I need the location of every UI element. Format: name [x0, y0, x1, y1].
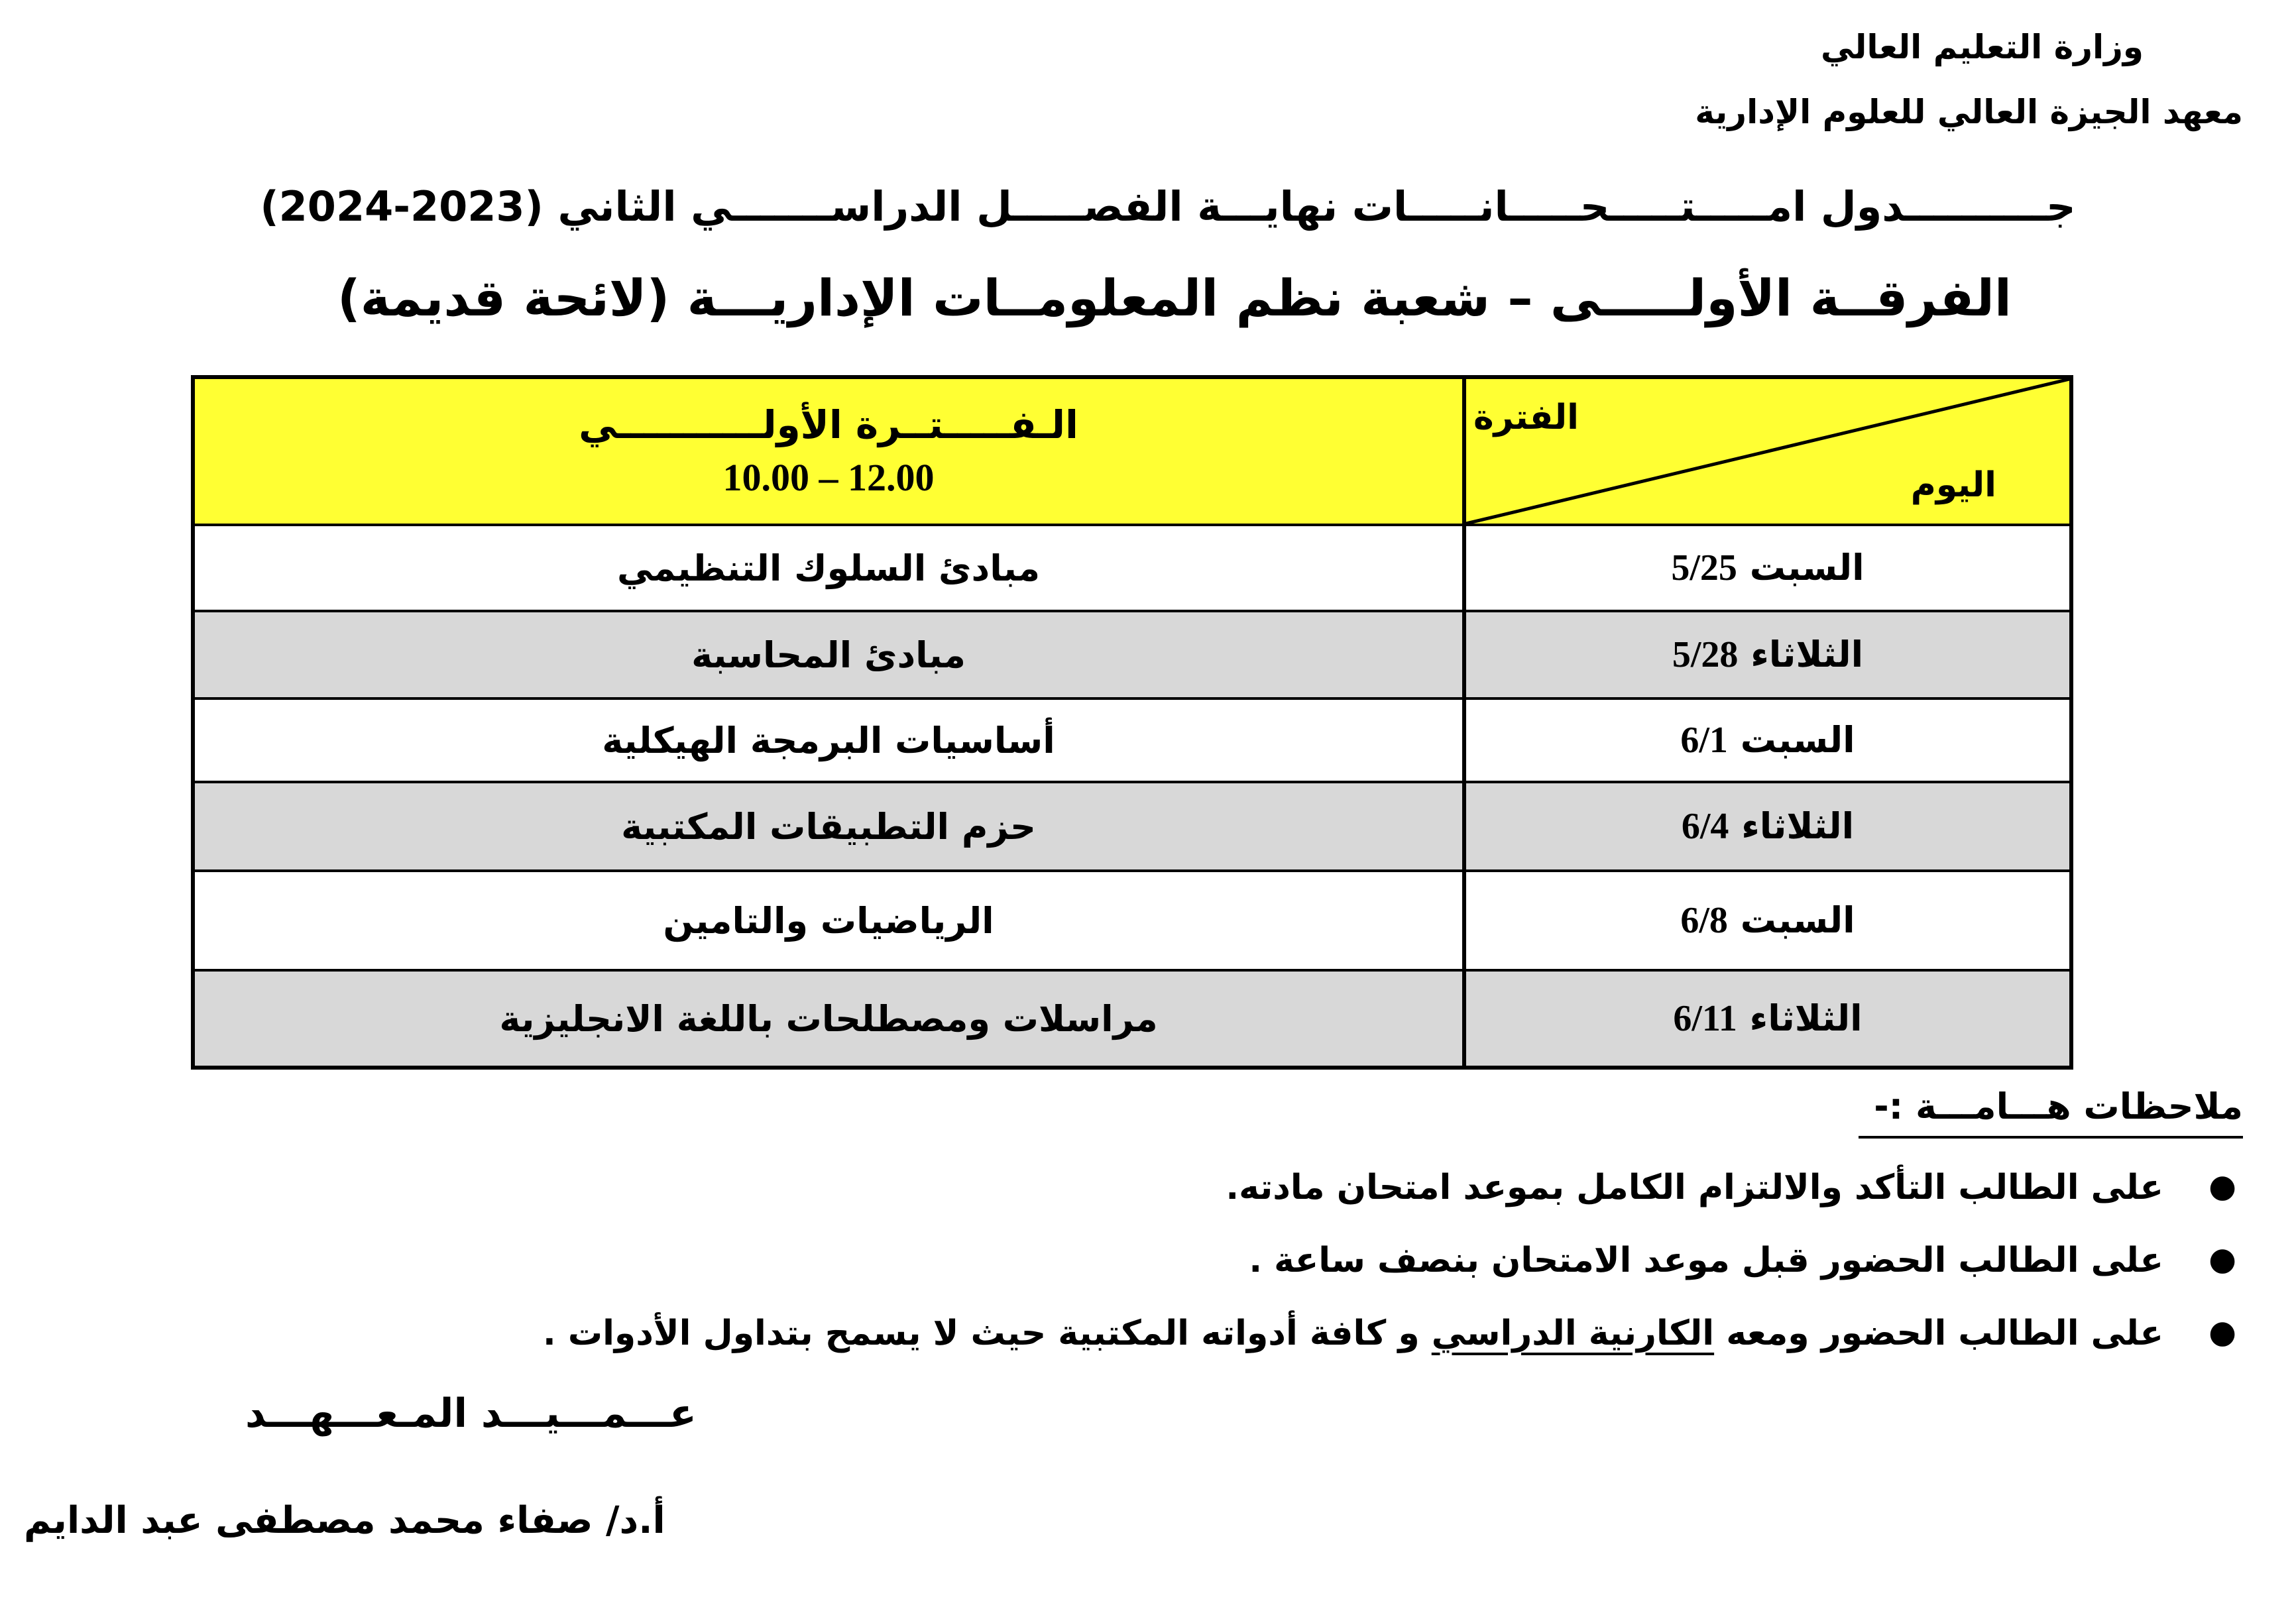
note-item — [1226, 1168, 2236, 1207]
table-row — [195, 783, 2069, 872]
note-text: على الطالب الحضور قبل موعد الامتحان بنصف ساعة . — [1249, 1241, 2163, 1280]
exam-date: 6/8 — [1680, 900, 1728, 941]
corner-day-label: اليوم — [1910, 465, 1996, 505]
note-text-before: على الطالب الحضور ومعه — [1714, 1313, 2163, 1353]
schedule-subtitle-text: الفرقــة الأولـــــى – شعبة نظم المعلومــات الإداريـــة (لائحة قديمة) — [337, 268, 2012, 327]
note-text-underlined: الكارنية الدراسي — [1431, 1313, 1715, 1353]
exam-date: 6/1 — [1680, 720, 1728, 761]
schedule-subtitle — [0, 268, 2296, 327]
subject-cell: مراسلات ومصطلحات باللغة الانجليزية — [499, 997, 1158, 1040]
exam-date: 5/25 — [1671, 547, 1737, 588]
day-cell — [1462, 783, 2069, 869]
subject-cell: حزم التطبيقات المكتبية — [621, 805, 1036, 848]
table-row — [195, 700, 2069, 783]
schedule-title — [0, 182, 2296, 231]
exam-date: 5/28 — [1672, 634, 1739, 675]
bullet-icon: ● — [2209, 1313, 2236, 1351]
notes-heading-underline — [1859, 1136, 2243, 1139]
day-name: الثلاثاء — [1749, 997, 1863, 1039]
corner-period-label: الفترة — [1473, 398, 1579, 437]
day-name: السبت — [1740, 899, 1855, 941]
dean-title: عـــمـــيـــد المـعـــهـــد — [245, 1390, 697, 1437]
table-row — [195, 872, 2069, 972]
note-item — [1249, 1241, 2236, 1280]
note-text: على الطالب التأكد والالتزام الكامل بموعد امتحان مادته. — [1226, 1168, 2163, 1207]
bullet-icon: ● — [2209, 1168, 2236, 1205]
day-cell — [1462, 526, 2069, 610]
schedule-title-text: جــــــــــدول امـــــتـــــحـــــانـــــات نهايـــة الفصـــــل الدراســـــــي الثاني (2023-2024) — [260, 182, 2076, 231]
period-time: 10.00 – 12.00 — [722, 456, 935, 499]
table-row — [195, 972, 2069, 1066]
table-row — [195, 526, 2069, 612]
note-text-after: و كافة أدواته المكتبية حيث لا يسمح بتداول الأدوات . — [542, 1313, 1432, 1353]
institute-name: معهد الجيزة العالي للعلوم الإدارية — [1695, 93, 2243, 131]
subject-cell: مبادئ السلوك التنظيمي — [616, 547, 1041, 589]
notes-heading: ملاحظات هـــامـــة :- — [1874, 1086, 2243, 1127]
period-header-cell — [195, 379, 1462, 524]
exam-date: 6/11 — [1673, 998, 1737, 1039]
day-name: الثلاثاء — [1741, 805, 1855, 847]
note-item — [542, 1313, 2236, 1353]
day-name: السبت — [1740, 719, 1855, 761]
bullet-icon: ● — [2209, 1241, 2236, 1278]
dean-name: أ.د/ صفاء محمد مصطفى عبد الدايم — [24, 1499, 665, 1542]
subject-cell: أساسيات البرمجة الهيكلية — [602, 719, 1055, 761]
exam-date: 6/4 — [1681, 806, 1729, 847]
corner-header-cell — [1462, 379, 2069, 524]
day-cell — [1462, 872, 2069, 969]
day-name: السبت — [1749, 547, 1865, 588]
day-cell — [1462, 700, 2069, 781]
day-cell — [1462, 612, 2069, 697]
subject-cell: الرياضيات والتامين — [663, 899, 994, 942]
subject-cell: مبادئ المحاسبة — [691, 634, 966, 676]
period-name: الـفـــــتــرة الأولـــــــــــي — [579, 402, 1078, 447]
day-cell — [1462, 972, 2069, 1066]
table-header-row — [195, 379, 2069, 526]
ministry-name: وزارة التعليم العالي — [1821, 28, 2144, 66]
table-row — [195, 612, 2069, 700]
day-name: الثلاثاء — [1751, 634, 1864, 675]
exam-schedule-table — [191, 375, 2073, 1070]
